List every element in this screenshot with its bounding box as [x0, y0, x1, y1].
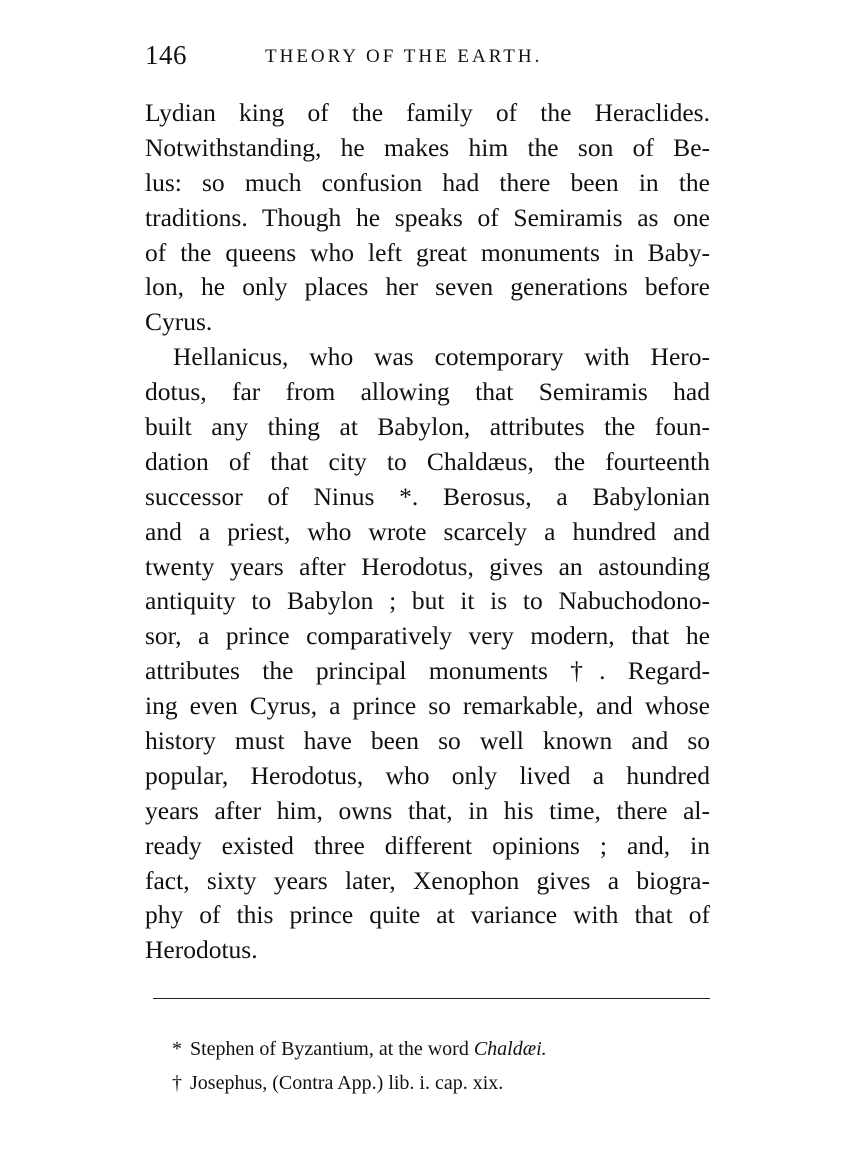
text-line: history must have been so well known and so	[145, 726, 710, 756]
text-line: Cyrus.	[145, 307, 213, 337]
text-line: Lydian king of the family of the Heraclides.	[145, 98, 710, 127]
text-line: attributes the principal monuments †. Regard-	[145, 656, 710, 686]
text-line: antiquity to Babylon ; but it is to Nabuchodono-	[145, 586, 710, 616]
text-line: of the queens who left great monuments in Baby-	[145, 237, 710, 267]
text-line: Herodotus.	[145, 935, 258, 965]
footnote-mark: *	[172, 1038, 182, 1060]
text-line: built any thing at Babylon, attributes the foun-	[145, 412, 710, 442]
text-line: sor, a prince comparatively very modern, that he	[145, 621, 710, 651]
footnote-mark: †	[172, 1072, 182, 1094]
footnotes	[172, 1032, 692, 1100]
text-line: traditions. Though he speaks of Semiramis as one	[145, 202, 710, 232]
page-number: 146	[145, 40, 187, 70]
footnote	[172, 1066, 692, 1100]
text-line: dotus, far from allowing that Semiramis had	[145, 377, 710, 407]
page-header	[145, 40, 710, 76]
text-line: lus: so much confusion had there been in the	[145, 167, 710, 197]
text-line: Hellanicus, who was cotemporary with Hero-	[173, 342, 710, 372]
text-line: ing even Cyrus, a prince so remarkable, and whose	[145, 691, 710, 721]
footnote-divider	[153, 998, 710, 999]
text-line: years after him, owns that, in his time, there al-	[145, 795, 710, 825]
text-line: popular, Herodotus, who only lived a hundred	[145, 760, 710, 790]
text-line: Notwithstanding, he makes him the son of Be-	[145, 132, 710, 162]
text-line: ready existed three different opinions ; and, in	[145, 830, 710, 860]
text-line: successor of Ninus *. Berosus, a Babylonian	[145, 481, 710, 511]
footnote-text: Josephus, (Contra App.) lib. i. cap. xix.	[190, 1072, 504, 1094]
text-line: and a priest, who wrote scarcely a hundred and	[145, 516, 710, 546]
text-line: dation of that city to Chaldæus, the fourteenth	[145, 446, 710, 476]
running-title: THEORY OF THE EARTH.	[265, 46, 543, 67]
footnote-italic-text: Chaldæi.	[473, 1038, 547, 1060]
footnote	[172, 1032, 692, 1066]
footnote-text: Stephen of Byzantium, at the word	[190, 1038, 474, 1060]
text-line: twenty years after Herodotus, gives an astounding	[145, 551, 710, 581]
text-line: fact, sixty years later, Xenophon gives a biogra-	[145, 865, 710, 895]
text-line: phy of this prince quite at variance with that of	[145, 900, 710, 930]
text-line: lon, he only places her seven generations before	[145, 272, 710, 302]
body-text	[145, 96, 710, 968]
